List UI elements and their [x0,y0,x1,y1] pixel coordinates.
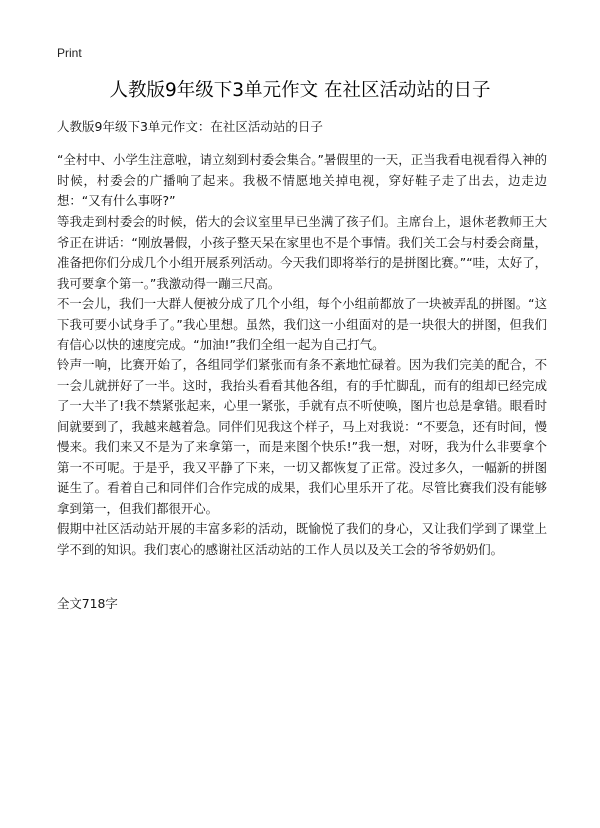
paragraph: 铃声一响，比赛开始了，各组同学们紧张而有条不紊地忙碌着。因为我们完美的配合，不一会儿就拼好了一半。这时，我抬头看看其他各组，有的手忙脚乱，而有的组却已经完成了一大半了!我不禁紧张起来，心里一紧张，手就有点不听使唤，图片也总是拿错。眼看时间就要到了，我越来越着急。同伴们见我这个样子，马上对我说：“不要急，还有时间，慢慢来。我们来又不是为了来拿第一，而是来图个快乐!”我一想，对呀，我为什么非要拿个第一不可呢。于是乎，我又平静了下来，一切又都恢复了正常。没过多久，一幅新的拼图诞生了。看着自己和同伴们合作完成的成果，我们心里乐开了花。尽管比赛我们没有能够拿到第一，但我们都很开心。 [57,357,547,516]
paragraph: 不一会儿，我们一大群人便被分成了几个小组，每个小组前都放了一块被弄乱的拼图。“这下我可要小试身手了。”我心里想。虽然，我们这一小组面对的是一块很大的拼图，但我们有信心以快的速度完成。“加油!”我们全组一起为自己打气。 [57,296,547,352]
print-link[interactable]: Print [57,46,82,60]
paragraph: “全村中、小学生注意啦，请立刻到村委会集合。”暑假里的一天，正当我看电视看得入神的时候，村委会的广播响了起来。我极不情愿地关掉电视，穿好鞋子走了出去，边走边想：“又有什么事呀?” [57,152,547,208]
article-title: 人教版9年级下3单元作文 在社区活动站的日子 [109,80,491,101]
paragraph: 等我走到村委会的时候，偌大的会议室里早已坐满了孩子们。主席台上，退休老教师王大爷正在讲话：“刚放暑假，小孩子整天呆在家里也不是个事情。我们关工会与村委会商量，准备把你们分成几个小组开展系列活动。今天我们即将举行的是拼图比赛。”“哇，太好了，我可要拿个第一。”我激动得一蹦三尺高。 [57,214,547,291]
article-subtitle: 人教版9年级下3单元作文：在社区活动站的日子 [57,119,323,134]
word-count: 全文718字 [57,596,118,611]
paragraph: 假期中社区活动站开展的丰富多彩的活动，既愉悦了我们的身心，又让我们学到了课堂上学不到的知识。我们衷心的感谢社区活动站的工作人员以及关工会的爷爷奶奶们。 [57,521,547,557]
